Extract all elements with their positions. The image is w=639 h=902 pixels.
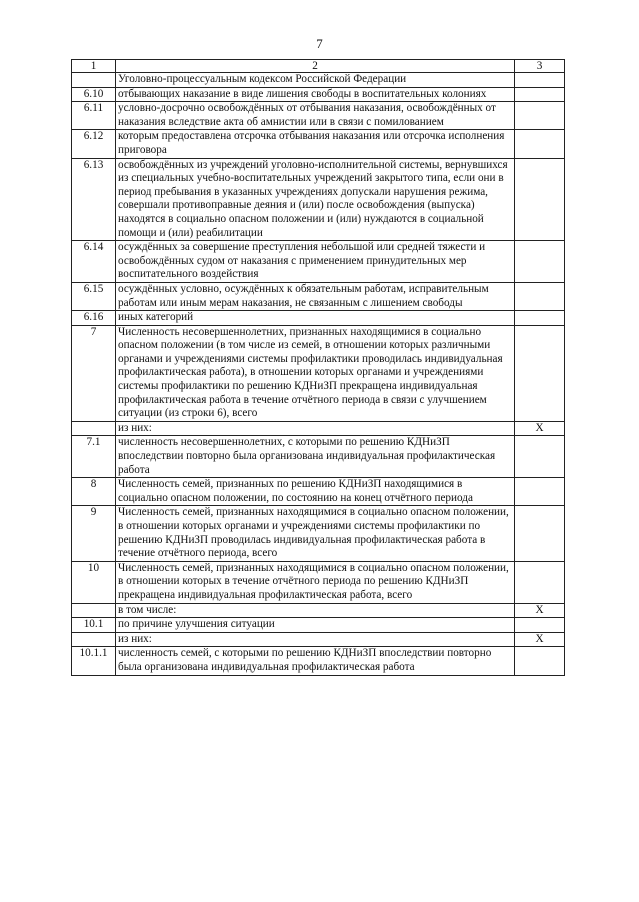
table-row [72,241,565,283]
row-description: из них: [116,632,515,647]
table-row [72,311,565,326]
table-row [72,421,565,436]
row-number: 8 [72,478,116,506]
row-mark [515,130,565,158]
table-body [72,60,565,676]
row-description: Численность семей, признанных находящимися в социально опасном положении, в отношении которых в течение отчётного периода по решению КДНиЗП прекращена индивидуальная профилактическая работа, всего [116,561,515,603]
row-mark: X [515,603,565,618]
row-description: иных категорий [116,311,515,326]
table-row [72,632,565,647]
row-mark [515,158,565,241]
row-number: 6.13 [72,158,116,241]
row-description: Численность семей, признанных по решению КДНиЗП находящимися в социально опасном положении, по состоянию на конец отчётного периода [116,478,515,506]
row-number: 9 [72,506,116,561]
table-row [72,561,565,603]
row-mark [515,647,565,675]
row-number [72,73,116,88]
row-description: отбывающих наказание в виде лишения свободы в воспитательных колониях [116,87,515,102]
table-row [72,506,565,561]
row-mark [515,102,565,130]
row-number: 6.14 [72,241,116,283]
row-description: условно-досрочно освобождённых от отбывания наказания, освобождённых от наказания вследствие акта об амнистии или в связи с помилованием [116,102,515,130]
row-mark [515,311,565,326]
row-description: из них: [116,421,515,436]
row-number: 10.1.1 [72,647,116,675]
row-number: 6.12 [72,130,116,158]
row-mark [515,436,565,478]
header-col-1: 1 [72,60,116,73]
row-number: 6.10 [72,87,116,102]
table-header-row [72,60,565,73]
row-description: Численность семей, признанных находящимися в социально опасном положении, в отношении которых органами и учреждениями системы профилактики по решению КДНиЗП проводилась индивидуальная профилактическая работа в течение отчётного периода, всего [116,506,515,561]
row-number: 6.16 [72,311,116,326]
table-row [72,478,565,506]
row-description: численность семей, с которыми по решению КДНиЗП впоследствии повторно была организована индивидуальная профилактическая работа [116,647,515,675]
row-description: освобождённых из учреждений уголовно-исполнительной системы, вернувшихся из специальных учебно-воспитательных учреждений закрытого типа, если они в период пребывания в указанных учреждениях допускали нарушения режима, совершали противоправные деяния и (или) после освобождения (выпуска) находятся в социально опасном положении и (или) нуждаются в социальной помощи и (или) реабилитации [116,158,515,241]
header-col-3: 3 [515,60,565,73]
row-number [72,421,116,436]
row-mark: X [515,632,565,647]
row-description: Численность несовершеннолетних, признанных находящимися в социально опасном положении (в том числе из семей, в отношении которых различными органами и учреждениями системы профилактики проводилась индивидуальная профилактическая работа), в отношении которых органами и учреждениями системы профилактики по решению КДНиЗП прекращена индивидуальная профилактическая работа в течение отчётного периода в связи с улучшением ситуации (из строки 6), всего [116,325,515,421]
table-row [72,647,565,675]
table-row [72,325,565,421]
row-description: численность несовершеннолетних, с которыми по решению КДНиЗП впоследствии повторно была организована индивидуальная профилактическая работа [116,436,515,478]
row-number: 10.1 [72,618,116,633]
table-row [72,618,565,633]
row-mark: X [515,421,565,436]
row-mark [515,325,565,421]
row-mark [515,282,565,310]
row-number: 10 [72,561,116,603]
page-number: 7 [316,36,323,51]
row-description: Уголовно-процессуальным кодексом Российской Федерации [116,73,515,88]
table-row [72,102,565,130]
row-description: которым предоставлена отсрочка отбывания наказания или отсрочка исполнения приговора [116,130,515,158]
row-mark [515,478,565,506]
table-row [72,603,565,618]
table-row [72,436,565,478]
table-row [72,158,565,241]
report-table [71,59,565,676]
row-mark [515,506,565,561]
row-description: в том числе: [116,603,515,618]
row-number [72,632,116,647]
table-row [72,130,565,158]
row-mark [515,561,565,603]
row-mark [515,618,565,633]
table-row [72,282,565,310]
row-number: 7.1 [72,436,116,478]
row-description: по причине улучшения ситуации [116,618,515,633]
header-col-2: 2 [116,60,515,73]
row-number [72,603,116,618]
row-mark [515,241,565,283]
row-description: осуждённых за совершение преступления небольшой или средней тяжести и освобождённых судом от наказания с применением принудительных мер воспитательного воздействия [116,241,515,283]
row-number: 6.15 [72,282,116,310]
row-number: 6.11 [72,102,116,130]
row-mark [515,73,565,88]
row-description: осуждённых условно, осуждённых к обязательным работам, исправительным работам или иным мерам наказания, не связанным с лишением свободы [116,282,515,310]
row-mark [515,87,565,102]
row-number: 7 [72,325,116,421]
table-row [72,87,565,102]
table-row [72,73,565,88]
